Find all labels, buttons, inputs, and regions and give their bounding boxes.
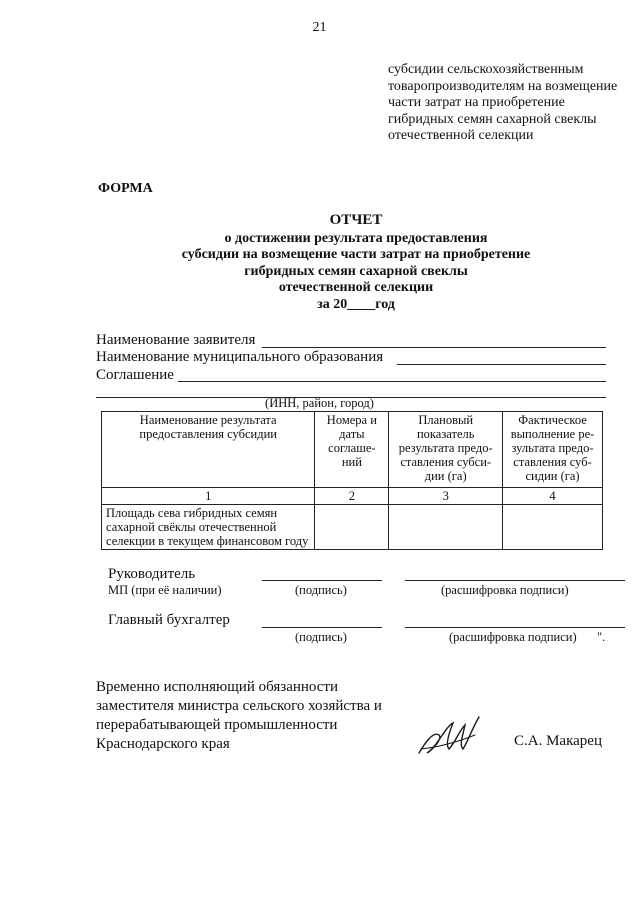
appendix-reference: субсидии сельскохозяйственным товаропроизводителям на возмещение части затрат на приобретение гибридных семян сахарной свеклы отечественной селекции — [388, 62, 618, 143]
title-line-2: субсидии на возмещение части затрат на приобретение — [181, 247, 531, 262]
row-result-name: Площадь сева гибридных семян сахарной свёклы отечественной селекции в текущем финансовом году — [102, 505, 315, 550]
title-main: ОТЧЕТ — [329, 212, 383, 228]
title-line-5: за 20____год — [317, 296, 395, 312]
title-line-1: о достижении результата предоставления — [224, 230, 488, 246]
col-number-1: 1 — [102, 488, 315, 505]
header-actual-value: Фактическое выполнение ре-зультата предо-ставления суб-сидии (га) — [503, 412, 603, 488]
form-label: ФОРМА — [98, 181, 153, 196]
head-label: Руководитель — [108, 566, 196, 582]
head-signature-line[interactable] — [262, 580, 382, 581]
row-agreement-cell[interactable] — [315, 505, 389, 550]
signatory-position: Временно исполняющий обязанности заместителя министра сельского хозяйства и перерабатывающей промышленности Краснодарского края — [96, 679, 382, 752]
mp-label: МП (при её наличии) — [108, 583, 222, 597]
handwritten-signature-icon — [415, 713, 487, 764]
col-number-4: 4 — [503, 488, 603, 505]
page-number: 21 — [312, 20, 327, 35]
agreement-label: Соглашение — [96, 367, 174, 383]
head-decode-hint: (расшифровка подписи) — [441, 583, 569, 597]
applicant-line[interactable] — [262, 347, 606, 348]
row-planned-cell[interactable] — [389, 505, 503, 550]
signatory-name: С.А. Макарец — [514, 733, 602, 749]
accountant-signature-line[interactable] — [262, 627, 382, 628]
col-number-3: 3 — [389, 488, 503, 505]
municipality-label: Наименование муниципального образования — [96, 349, 384, 365]
row-actual-cell[interactable] — [503, 505, 603, 550]
title-line-4: отечественной селекции — [278, 280, 434, 295]
head-decode-line[interactable] — [405, 580, 625, 581]
report-title — [90, 212, 622, 313]
header-result-name: Наименование результата предоставления субсидии — [102, 412, 315, 488]
inn-note: (ИНН, район, город) — [265, 396, 374, 410]
agreement-line[interactable] — [178, 381, 606, 382]
table-row — [102, 505, 603, 550]
table-number-row — [102, 488, 603, 505]
accountant-label: Главный бухгалтер — [108, 612, 230, 628]
table-header-row — [102, 412, 603, 488]
report-table — [101, 411, 603, 550]
accountant-decode-hint: (расшифровка подписи) — [449, 630, 577, 644]
col-number-2: 2 — [315, 488, 389, 505]
title-line-3: гибридных семян сахарной свеклы — [244, 263, 468, 279]
header-planned-value: Плановый показатель результата предо-ставления субси-дии (га) — [389, 412, 503, 488]
head-signature-hint: (подпись) — [295, 583, 347, 597]
accountant-decode-line[interactable] — [405, 627, 625, 628]
municipality-line[interactable] — [397, 364, 606, 365]
header-agreement-numbers: Номера и даты соглаше-ний — [315, 412, 389, 488]
accountant-signature-hint: (подпись) — [295, 630, 347, 644]
applicant-label: Наименование заявителя — [96, 332, 256, 348]
closing-quote: ". — [597, 630, 606, 644]
